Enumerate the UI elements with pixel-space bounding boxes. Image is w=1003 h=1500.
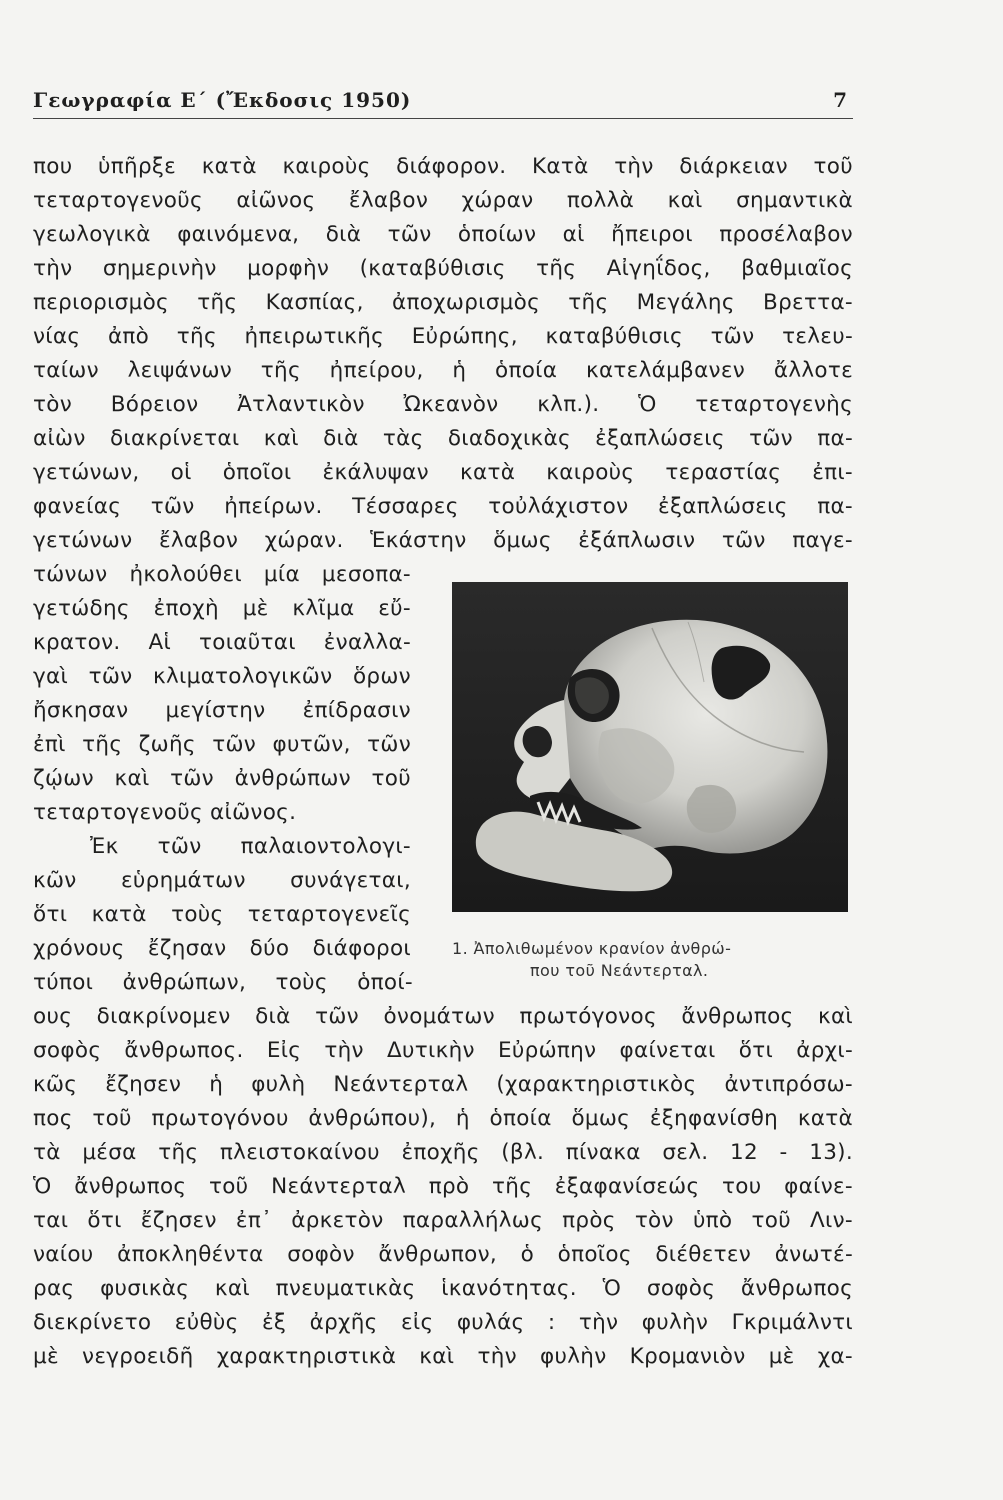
body-line: γετώνων, οἱ ὁποῖοι ἐκάλυψαν κατὰ καιροὺς τεραστίας ἐπι- xyxy=(33,460,853,485)
body-line: μὲ νεγροειδῆ χαρακτηριστικὰ καὶ τὴν φυλὴν Κρομανιὸν μὲ χα- xyxy=(33,1344,853,1369)
wrap-line: τεταρτογενοῦς αἰῶνος. xyxy=(33,800,297,825)
body-line: ρας φυσικὰς καὶ πνευματικὰς ἱκανότητας. Ὁ σοφὸς ἄνθρωπος xyxy=(33,1276,853,1301)
wrap-line: ζῴων καὶ τῶν ἀνθρώπων τοῦ xyxy=(33,766,411,791)
body-line: ταίων λειψάνων τῆς ἠπείρου, ἡ ὁποία κατελάμβανεν ἄλλοτε xyxy=(33,358,853,383)
body-line: γετώνων ἔλαβον χώραν. Ἑκάστην ὅμως ἐξάπλωσιν τῶν παγε- xyxy=(33,528,853,553)
body-line: ους διακρίνομεν διὰ τῶν ὀνομάτων πρωτόγονος ἄνθρωπος καὶ xyxy=(33,1004,853,1029)
wrap-line: τώνων ἠκολούθει μία μεσοπα- xyxy=(33,562,411,587)
wrap-line: γαὶ τῶν κλιματολογικῶν ὅρων xyxy=(33,664,411,689)
wrap-line: τύποι ἀνθρώπων, τοὺς ὁποί- xyxy=(33,970,413,995)
body-line: τὸν Βόρειον Ἀτλαντικὸν Ὠκεανὸν κλπ.). Ὁ τεταρτογενὴς xyxy=(33,392,853,417)
wrap-line: χρόνους ἔζησαν δύο διάφοροι xyxy=(33,936,411,961)
body-line: τὴν σημερινὴν μορφὴν (καταβύθισις τῆς Αἰγηΐδος, βαθμιαῖος xyxy=(33,256,853,281)
body-line: Ὁ ἄνθρωπος τοῦ Νεάντερταλ πρὸ τῆς ἐξαφανίσεώς του φαίνε- xyxy=(33,1174,853,1199)
skull-illustration xyxy=(452,582,848,912)
page-number: 7 xyxy=(833,88,847,112)
body-line: ται ὅτι ἔζησεν ἐπ᾿ ἀρκετὸν παραλλήλως πρὸς τὸν ὑπὸ τοῦ Λιν- xyxy=(33,1208,853,1233)
wrap-line: ὅτι κατὰ τοὺς τεταρτογενεῖς xyxy=(33,902,411,927)
page-header xyxy=(33,88,853,119)
body-line: τὰ μέσα τῆς πλειστοκαίνου ἐποχῆς (βλ. πίνακα σελ. 12 - 13). xyxy=(33,1140,853,1165)
body-line: ναίου ἀποκληθέντα σοφὸν ἄνθρωπον, ὁ ὁποῖος διέθετεν ἀνωτέ- xyxy=(33,1242,853,1267)
body-line: σοφὸς ἄνθρωπος. Εἰς τὴν Δυτικὴν Εὐρώπην φαίνεται ὅτι ἀρχι- xyxy=(33,1038,853,1063)
figure-caption-line-1: 1. Ἀπολιθωμένον κρανίον ἀνθρώ- xyxy=(452,939,732,958)
wrap-line: γετώδης ἐποχὴ μὲ κλῖμα εὔ- xyxy=(33,596,411,621)
running-title: Γεωγραφία Ε΄ (Ἔκδοσις 1950) xyxy=(33,88,412,112)
wrap-line: κῶν εὑρημάτων συνάγεται, xyxy=(33,868,411,893)
body-line: τεταρτογενοῦς αἰῶνος ἔλαβον χώραν πολλὰ καὶ σημαντικὰ xyxy=(33,188,853,213)
wrap-line: κρατον. Αἱ τοιαῦται ἐναλλα- xyxy=(33,630,411,655)
wrap-line: Ἐκ τῶν παλαιοντολογι- xyxy=(90,834,411,859)
body-line: περιορισμὸς τῆς Κασπίας, ἀποχωρισμὸς τῆς Μεγάλης Βρεττα- xyxy=(33,290,853,315)
body-line: που ὑπῆρξε κατὰ καιροὺς διάφορον. Κατὰ τὴν διάρκειαν τοῦ xyxy=(33,154,853,179)
body-line: κῶς ἔζησεν ἡ φυλὴ Νεάντερταλ (χαρακτηριστικὸς ἀντιπρόσω- xyxy=(33,1072,853,1097)
body-line: διεκρίνετο εὐθὺς ἐξ ἀρχῆς εἰς φυλάς : τὴν φυλὴν Γκριμάλντι xyxy=(33,1310,853,1335)
skull-photo xyxy=(452,582,848,912)
body-line: φανείας τῶν ἠπείρων. Τέσσαρες τοὐλάχιστον ἐξαπλώσεις πα- xyxy=(33,494,853,519)
body-line: νίας ἀπὸ τῆς ἠπειρωτικῆς Εὐρώπης, καταβύθισις τῶν τελευ- xyxy=(33,324,853,349)
body-line: αἰὼν διακρίνεται καὶ διὰ τὰς διαδοχικὰς ἐξαπλώσεις τῶν πα- xyxy=(33,426,853,451)
body-line: γεωλογικὰ φαινόμενα, διὰ τῶν ὁποίων αἱ ἤπειροι προσέλαβον xyxy=(33,222,853,247)
body-line: πος τοῦ πρωτογόνου ἀνθρώπου), ἡ ὁποία ὅμως ἐξηφανίσθη κατὰ xyxy=(33,1106,853,1131)
wrap-line: ἐπὶ τῆς ζωῆς τῶν φυτῶν, τῶν xyxy=(33,732,411,757)
figure-caption-line-2: που τοῦ Νεάντερταλ. xyxy=(530,961,709,980)
wrap-line: ἤσκησαν μεγίστην ἐπίδρασιν xyxy=(33,698,411,723)
